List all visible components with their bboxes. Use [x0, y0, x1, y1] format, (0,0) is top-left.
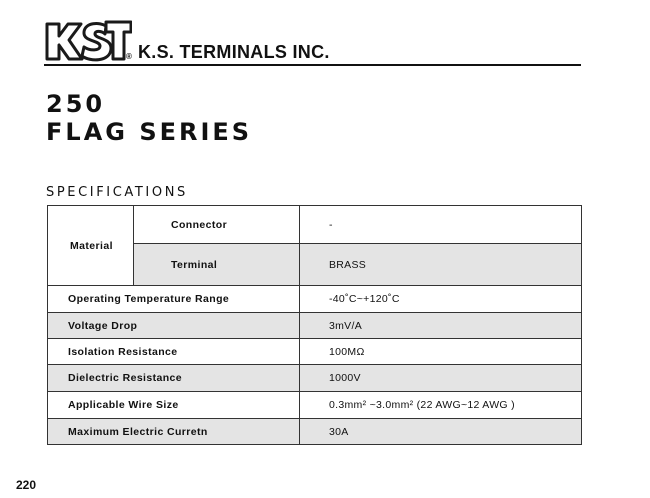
spec-value: 3mV/A	[300, 313, 582, 339]
table-row	[48, 339, 582, 365]
table-row	[48, 392, 582, 419]
spec-label: Applicable Wire Size	[48, 392, 300, 419]
terminal-label: Terminal	[134, 244, 300, 286]
company-name: K.S. TERMINALS INC.	[138, 42, 330, 62]
page-number: 220	[16, 478, 37, 492]
series-number: 250	[46, 90, 106, 118]
series-name: FLAG SERIES	[46, 118, 253, 146]
spec-label: Isolation Resistance	[48, 339, 300, 365]
table-row	[48, 286, 582, 313]
spec-value: 1000V	[300, 365, 582, 392]
specifications-table	[47, 205, 582, 445]
terminal-value: BRASS	[300, 244, 582, 286]
material-label: Material	[48, 206, 134, 286]
spec-value: 30A	[300, 419, 582, 445]
spec-value: -40˚C~+120˚C	[300, 286, 582, 313]
spec-value: 0.3mm² ~3.0mm² (22 AWG~12 AWG )	[300, 392, 582, 419]
table-row	[48, 313, 582, 339]
spec-label: Maximum Electric Curretn	[48, 419, 300, 445]
table-row	[48, 365, 582, 392]
connector-label: Connector	[134, 206, 300, 244]
registered-mark: ®	[126, 52, 132, 61]
spec-label: Voltage Drop	[48, 313, 300, 339]
specifications-heading: SPECIFICATIONS	[46, 185, 188, 200]
header-rule	[44, 64, 581, 66]
kst-logo	[44, 18, 132, 64]
spec-value: 100MΩ	[300, 339, 582, 365]
connector-value: -	[300, 206, 582, 244]
spec-label: Operating Temperature Range	[48, 286, 300, 313]
table-row	[48, 419, 582, 445]
spec-label: Dielectric Resistance	[48, 365, 300, 392]
table-row	[48, 206, 582, 244]
